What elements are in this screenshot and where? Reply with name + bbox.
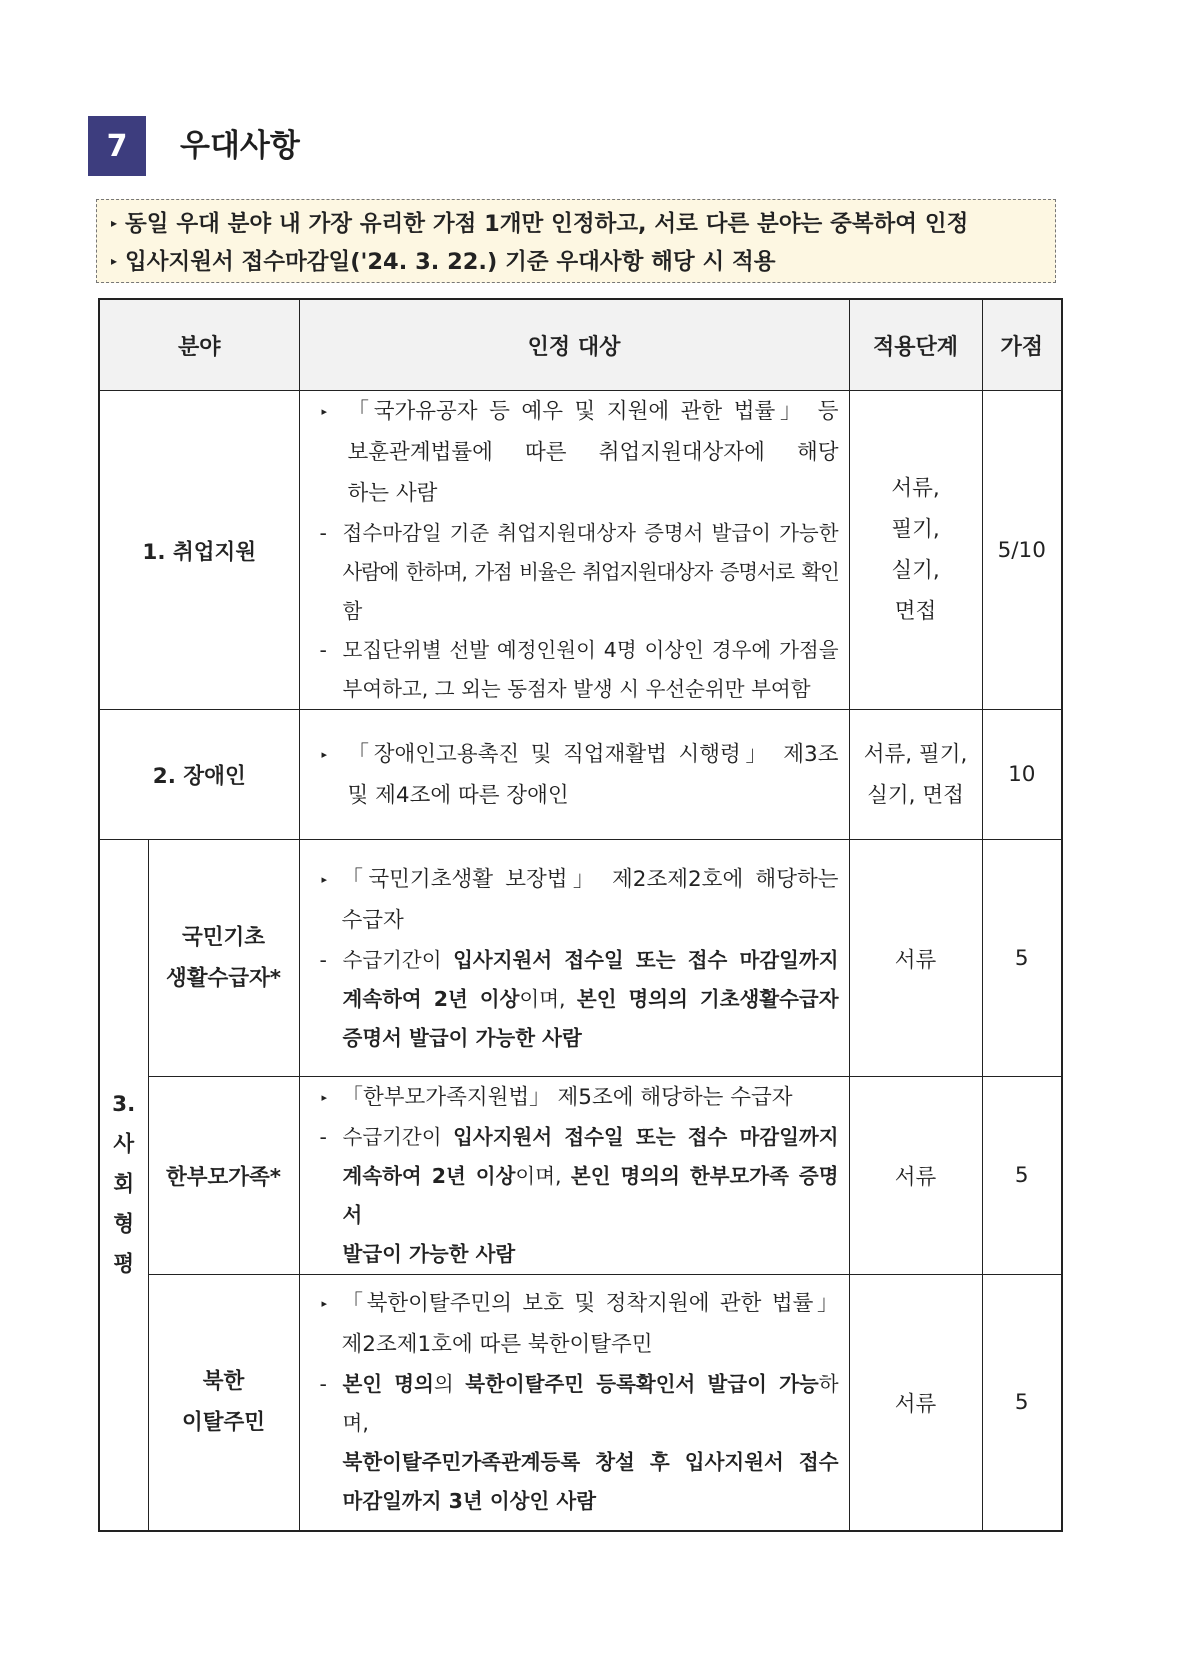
points-disabled: 10 bbox=[982, 710, 1062, 840]
dash-bullet: - bbox=[319, 1125, 327, 1149]
notice-line-2: ▸ 입사지원서 접수마감일('24. 3. 22.) 기준 우대사항 해당 시 적용 bbox=[111, 243, 1043, 281]
points-basic-livelihood: 5 bbox=[982, 840, 1062, 1077]
dash-bullet: - bbox=[319, 638, 327, 662]
stage-basic-livelihood: 서류 bbox=[849, 840, 982, 1077]
target-employment-support: ▸ 「국가유공자 등 예우 및 지원에 관한 법률」 등 보훈관계법률에 따른 취업지원대상자에 해당 하는 사람 - 접수마감일 기준 취업지원대상자 증명서 발급이 가능한 사람에 한하며, 가점 비율은 취업지원대상자 증명서로 확인함 - 모집단위별 선발 예정인원이 4명 이상인 경우에 가점을 부여하고, 그 외는 동점자 발생 시 우선순위만 부여함 bbox=[299, 391, 849, 710]
points-single-parent: 5 bbox=[982, 1077, 1062, 1275]
target-single-parent: ▸ 「한부모가족지원법」 제5조에 해당하는 수급자 - 수급기간이 입사지원서 접수일 또는 접수 마감일까지 계속하여 2년 이상이며, 본인 명의의 한부모가족 증명서 발급이 가능한 사람 bbox=[299, 1077, 849, 1275]
points-north-korean-defector: 5 bbox=[982, 1275, 1062, 1531]
field-social-equity: 3. 사 회 형 평 bbox=[99, 840, 148, 1531]
header-stage: 적용단계 bbox=[849, 299, 982, 391]
triangle-bullet-icon: ▸ bbox=[321, 1091, 328, 1104]
stage-single-parent: 서류 bbox=[849, 1077, 982, 1275]
stage-employment-support: 서류, 필기, 실기, 면접 bbox=[849, 391, 982, 710]
table-row-basic-livelihood bbox=[99, 840, 1062, 1077]
triangle-bullet-icon: ▸ bbox=[321, 405, 328, 418]
header-points: 가점 bbox=[982, 299, 1062, 391]
triangle-bullet-icon: ▸ bbox=[111, 215, 118, 230]
points-employment-support: 5/10 bbox=[982, 391, 1062, 710]
field-single-parent: 한부모가족* bbox=[148, 1077, 299, 1275]
dash-bullet: - bbox=[319, 1372, 327, 1397]
preference-table bbox=[98, 298, 1063, 1532]
header-target: 인정 대상 bbox=[299, 299, 849, 391]
triangle-bullet-icon: ▸ bbox=[111, 253, 118, 268]
notice-line-1: ▸ 동일 우대 분야 내 가장 유리한 가점 1개만 인정하고, 서로 다른 분야는 중복하여 인정 bbox=[111, 205, 1043, 243]
target-north-korean-defector: ▸ 「북한이탈주민의 보호 및 정착지원에 관한 법률」 제2조제1호에 따른 북한이탈주민 - 본인 명의의 북한이탈주민 등록확인서 발급이 가능하며, 북한이탈주민가족관계등록 창설 후 입사지원서 접수 마감일까지 3년 이상인 사람 bbox=[299, 1275, 849, 1531]
stage-north-korean-defector: 서류 bbox=[849, 1275, 982, 1531]
header-field: 분야 bbox=[99, 299, 299, 391]
section-title: 우대사항 bbox=[180, 128, 300, 164]
table-row-disabled bbox=[99, 710, 1062, 840]
table-row-north-korean-defector bbox=[99, 1275, 1062, 1531]
table-header-row bbox=[99, 299, 1062, 391]
table-row-single-parent bbox=[99, 1077, 1062, 1275]
field-basic-livelihood: 국민기초 생활수급자* bbox=[148, 840, 299, 1077]
triangle-bullet-icon: ▸ bbox=[321, 1297, 328, 1311]
field-employment-support: 1. 취업지원 bbox=[99, 391, 299, 710]
table-row-employment-support bbox=[99, 391, 1062, 710]
triangle-bullet-icon: ▸ bbox=[321, 747, 328, 761]
dash-bullet: - bbox=[319, 521, 327, 545]
target-basic-livelihood: ▸ 「국민기초생활 보장법」 제2조제2호에 해당하는 수급자 - 수급기간이 입사지원서 접수일 또는 접수 마감일까지 계속하여 2년 이상이며, 본인 명의의 기초생활수급자 증명서 발급이 가능한 사람 bbox=[299, 840, 849, 1077]
triangle-bullet-icon: ▸ bbox=[321, 872, 328, 886]
notice-box bbox=[96, 199, 1056, 283]
section-number-badge: 7 bbox=[88, 116, 146, 176]
field-disabled: 2. 장애인 bbox=[99, 710, 299, 840]
target-disabled: ▸ 「장애인고용촉진 및 직업재활법 시행령」 제3조 및 제4조에 따른 장애인 bbox=[299, 710, 849, 840]
stage-disabled: 서류, 필기, 실기, 면접 bbox=[849, 710, 982, 840]
field-north-korean-defector: 북한 이탈주민 bbox=[148, 1275, 299, 1531]
dash-bullet: - bbox=[319, 947, 327, 972]
